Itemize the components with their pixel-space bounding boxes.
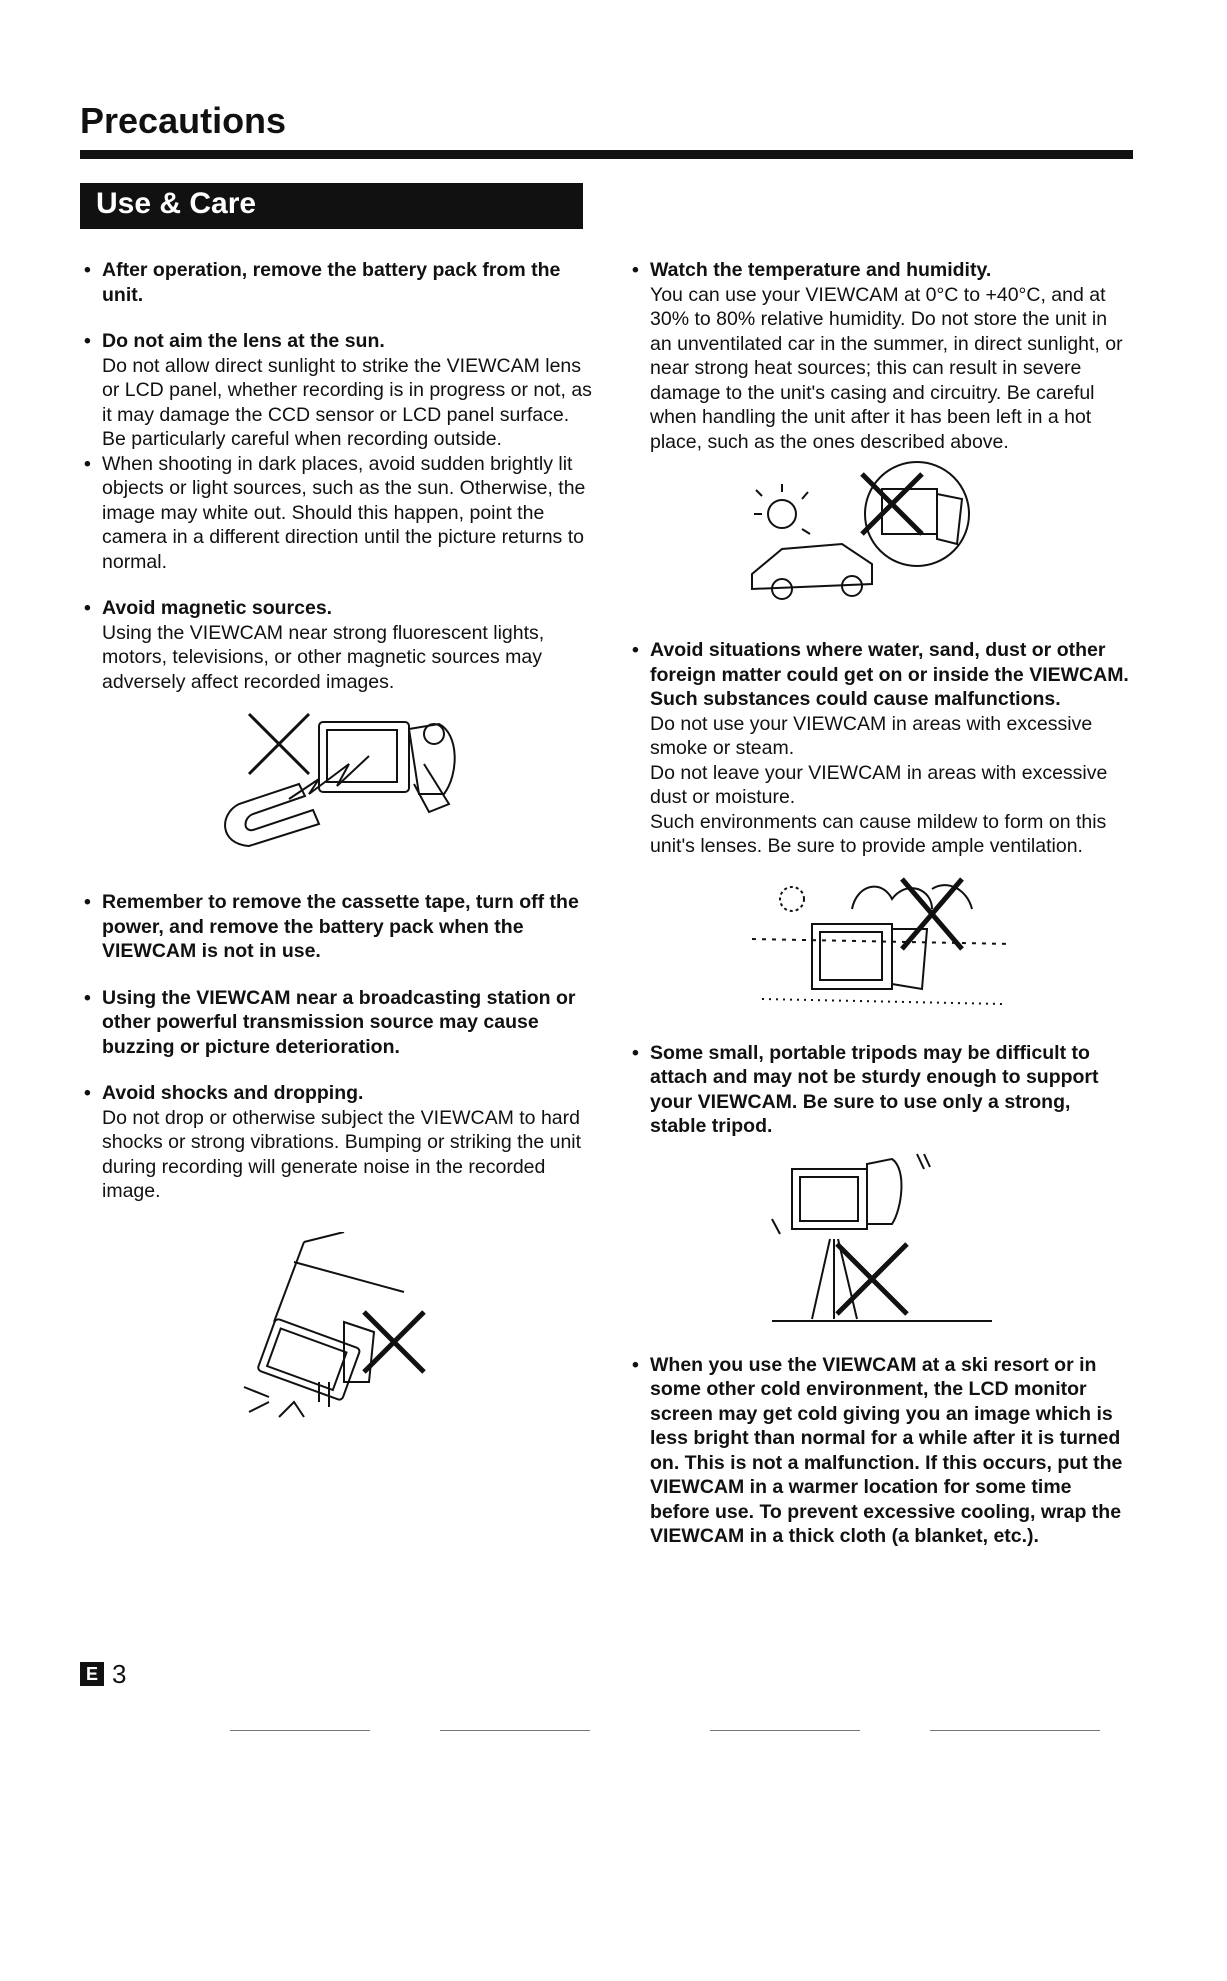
scan-line <box>930 1730 1100 1731</box>
bullet-heading: • Some small, portable tripods may be difficult to attach and may not be sturdy enough to support your VIEWCAM. Be sure to use only a strong, stable tripod. <box>650 1041 1099 1137</box>
dropping-camera-illustration <box>224 1232 454 1422</box>
bullet-heading: • Do not aim the lens at the sun. <box>102 330 385 352</box>
bullet-tripod <box>632 1041 1132 1139</box>
bullet-heading: • Avoid situations where water, sand, dust or other foreign matter could get on or inside the VIEWCAM. Such substances could cause malfunctions. <box>650 639 1129 710</box>
section-title: Use & Care <box>96 187 257 220</box>
bullet-heading: • Avoid magnetic sources. <box>102 597 333 619</box>
page-number: 3 <box>112 1659 127 1689</box>
hot-car-illustration <box>742 454 1022 624</box>
bullet-body: Using the VIEWCAM near strong fluorescent lights, motors, televisions, or other magnetic sources may adversely affect recorded images. <box>102 621 545 693</box>
language-badge: E <box>80 1662 104 1686</box>
scan-line <box>710 1730 860 1731</box>
bullet-lens-sun <box>84 329 594 452</box>
bullet-body: Do not drop or otherwise subject the VIEWCAM to hard shocks or strong vibrations. Bumping or striking the unit during recording will generate noise in the recorded image. <box>102 1106 582 1202</box>
page-title: Precautions <box>80 100 287 141</box>
bullet-heading: • Watch the temperature and humidity. <box>650 259 992 281</box>
title-rule <box>80 150 1133 159</box>
bullet-dark-places <box>84 452 594 575</box>
bullet-shocks <box>84 1081 594 1204</box>
bullet-not-in-use <box>84 890 594 964</box>
bullet-heading: • After operation, remove the battery pack from the unit. <box>102 259 561 306</box>
bullet-broadcasting <box>84 986 594 1060</box>
bullet-body: • When shooting in dark places, avoid sudden brightly lit objects or light sources, such as the sun. Otherwise, the image may white out. Should this happen, point the camera in a different direction until the picture returns to normal. <box>102 452 586 573</box>
bullet-body: Such environments can cause mildew to form on this unit's lenses. Be sure to provide ample ventilation. <box>650 810 1107 857</box>
bullet-remove-battery <box>84 258 594 307</box>
bullet-heading: • Avoid shocks and dropping. <box>102 1082 364 1104</box>
bullet-body: Do not use your VIEWCAM in areas with excessive smoke or steam. <box>650 712 1093 759</box>
beach-camera-illustration <box>732 869 1032 1019</box>
right-column <box>632 258 1132 1549</box>
bullet-body: You can use your VIEWCAM at 0°C to +40°C, and at 30% to 80% relative humidity. Do not store the unit in an unventilated car in the summer, in direct sunlight, or near strong heat sources; this can result in severe damage to the unit's casing and circuitry. Be careful when handling the unit after it has been left in a hot place, such as the ones described above. <box>650 283 1123 453</box>
scan-line <box>440 1730 590 1731</box>
section-header <box>80 183 583 229</box>
bullet-body: Do not leave your VIEWCAM in areas with excessive dust or moisture. <box>650 761 1108 808</box>
bullet-temperature <box>632 258 1132 454</box>
bullet-heading: • Using the VIEWCAM near a broadcasting station or other powerful transmission source may cause buzzing or picture deterioration. <box>102 986 576 1058</box>
bullet-foreign-matter <box>632 638 1132 859</box>
bullet-body: Do not allow direct sunlight to strike the VIEWCAM lens or LCD panel, whether recording is in progress or not, as it may damage the CCD sensor or LCD panel surface. Be particularly careful when recording outside. <box>102 354 592 450</box>
bullet-heading: • When you use the VIEWCAM at a ski resort or in some other cold environment, the LCD monitor screen may get cold giving you an image which is less bright than normal for a while after it is turned on. This is not a malfunction. If this occurs, put the VIEWCAM in a warmer location for some time before use. To prevent excessive cooling, wrap the VIEWCAM in a thick cloth (a blanket, etc.). <box>650 1353 1123 1547</box>
left-column <box>84 258 594 1422</box>
magnet-camera-illustration <box>209 694 469 864</box>
bullet-cold-environment <box>632 1353 1132 1549</box>
bullet-magnetic <box>84 596 594 694</box>
scan-line <box>230 1730 370 1731</box>
tripod-camera-illustration <box>752 1149 1012 1339</box>
bullet-heading: • Remember to remove the cassette tape, turn off the power, and remove the battery pack when the VIEWCAM is not in use. <box>102 891 579 962</box>
